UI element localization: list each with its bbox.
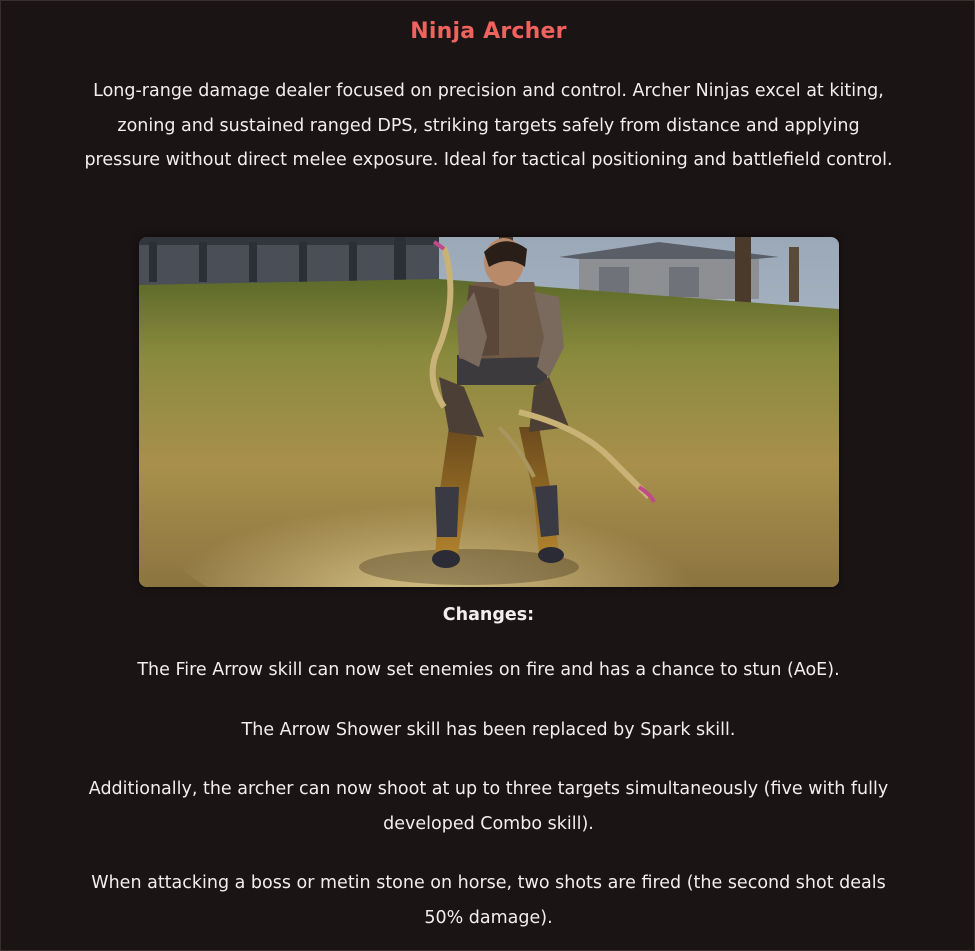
character-screenshot [139, 237, 839, 587]
change-item-arrow-shower: The Arrow Shower skill has been replaced by Spark skill. [241, 720, 736, 740]
change-item-horse-shots: When attacking a boss or metin stone on horse, two shots are fired (the second shot deals 50% damage). [91, 873, 886, 928]
changes-heading: Changes: [442, 605, 535, 625]
change-item-fire-arrow: The Fire Arrow skill can now set enemies on fire and has a chance to stun (AoE). [137, 660, 840, 680]
class-description: Long-range damage dealer focused on precision and control. Archer Ninjas excel at kiting, zoning and sustained ranged DPS, striking targets safely from distance and applying pressure without direct melee exposure. Ideal for tactical positioning and battlefield control. [84, 81, 893, 170]
page-title: Ninja Archer [410, 19, 567, 44]
change-item-multi-target: Additionally, the archer can now shoot at up to three targets simultaneously (five with fully developed Combo skill). [88, 779, 889, 834]
